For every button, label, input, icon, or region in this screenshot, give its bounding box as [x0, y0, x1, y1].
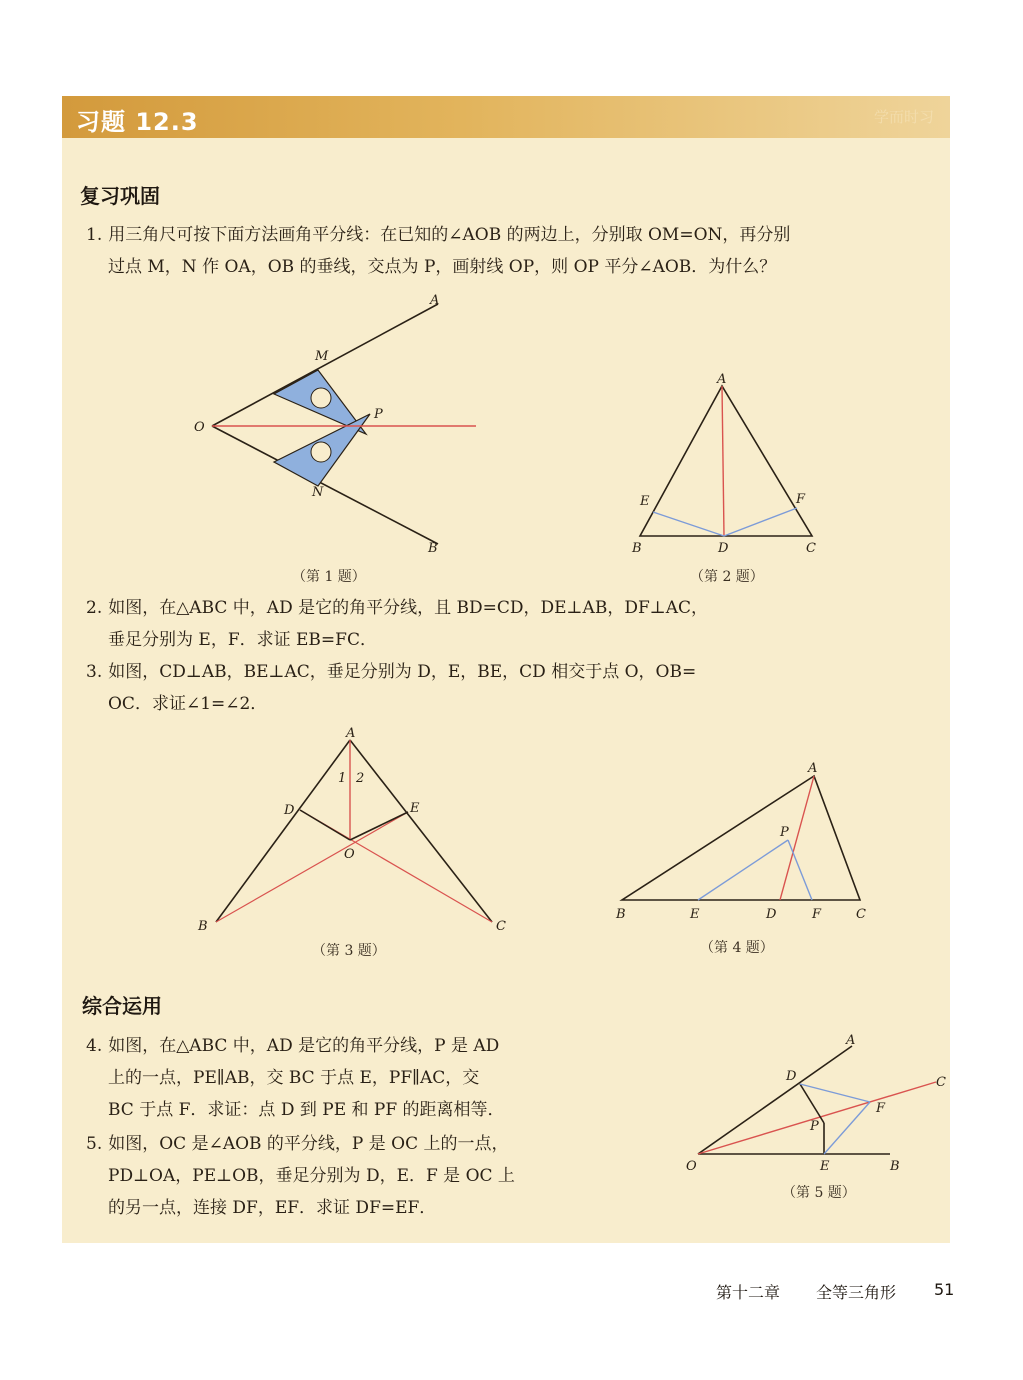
- label-P: P: [780, 825, 789, 840]
- triangle-ABC: [640, 386, 812, 536]
- problem-line: PD⊥OA，PE⊥OB，垂足分别为 D，E．F 是 OC 上: [108, 1166, 515, 1186]
- ruler-hole-bottom: [311, 442, 331, 462]
- label-E: E: [410, 801, 420, 816]
- segment-EF: [824, 1102, 870, 1154]
- problem-line: 如图，在△ABC 中，AD 是它的角平分线，P 是 AD: [108, 1036, 500, 1056]
- label-angle-2: 2: [356, 771, 365, 786]
- problem-line: 用三角尺可按下面方法画角平分线：在已知的∠AOB 的两边上，分别取 OM=ON，再分别: [108, 225, 791, 245]
- problem-line: OC．求证∠1=∠2．: [108, 694, 268, 714]
- label-D: D: [786, 1069, 797, 1084]
- problem-number: 4.: [86, 1036, 103, 1056]
- label-F: F: [796, 492, 806, 507]
- label-B: B: [428, 541, 438, 556]
- page-number: 51: [934, 1280, 955, 1299]
- caption-figure-1: （第 1 题）: [292, 569, 366, 585]
- label-E: E: [820, 1159, 830, 1174]
- label-P: P: [374, 407, 383, 422]
- footer-chapter: 第十二章: [716, 1283, 781, 1302]
- section-comprehensive-title: 综合运用: [82, 994, 162, 1018]
- segment-EO: [350, 812, 408, 840]
- triangle-ABC: [622, 776, 860, 900]
- label-O: O: [686, 1159, 697, 1174]
- figure-3: [190, 726, 520, 936]
- exercise-header: [62, 96, 950, 138]
- problem-line: 如图，CD⊥AB，BE⊥AC，垂足分别为 D，E，BE，CD 相交于点 O，OB=: [108, 662, 697, 682]
- segment-PE: [698, 840, 788, 900]
- figure-1: [180, 290, 500, 560]
- problem-line: 垂足分别为 E，F．求证 EB=FC．: [108, 630, 377, 650]
- label-B: B: [616, 907, 626, 922]
- problem-1: [86, 219, 946, 283]
- figure-2: [620, 370, 840, 560]
- figure-4: [610, 760, 880, 930]
- caption-figure-2: （第 2 题）: [690, 569, 764, 585]
- label-P: P: [810, 1119, 819, 1134]
- problem-number: 1.: [86, 225, 103, 245]
- problem-line: 的另一点，连接 DF，EF．求证 DF=EF．: [108, 1198, 437, 1218]
- segment-DF: [800, 1084, 870, 1102]
- label-D: D: [718, 541, 729, 556]
- problem-line: 如图，OC 是∠AOB 的平分线，P 是 OC 上的一点，: [108, 1134, 509, 1154]
- segment-DE: [653, 512, 724, 536]
- label-A: A: [846, 1033, 856, 1048]
- label-B: B: [198, 919, 208, 934]
- section-review-title: 复习巩固: [80, 184, 160, 208]
- figure-5: [680, 1030, 960, 1180]
- segment-AC: [350, 740, 492, 922]
- label-A: A: [717, 372, 727, 387]
- label-O: O: [344, 847, 355, 862]
- problem-3: [86, 656, 946, 720]
- label-E: E: [690, 907, 700, 922]
- problem-line: 上的一点，PE∥AB，交 BC 于点 E，PF∥AC，交: [108, 1068, 480, 1088]
- label-angle-1: 1: [338, 771, 347, 786]
- label-F: F: [876, 1101, 886, 1116]
- label-C: C: [496, 919, 506, 934]
- label-D: D: [766, 907, 777, 922]
- ray-OC: [698, 1082, 936, 1154]
- problem-number: 5.: [86, 1134, 103, 1154]
- label-D: D: [284, 803, 295, 818]
- segment-AB: [216, 740, 350, 922]
- problem-number: 3.: [86, 662, 103, 682]
- label-C: C: [806, 541, 816, 556]
- label-C: C: [936, 1075, 946, 1090]
- label-A: A: [808, 761, 818, 776]
- segment-DF: [724, 508, 797, 536]
- caption-figure-4: （第 4 题）: [700, 940, 774, 956]
- header-ghost-text: 学而时习: [873, 108, 934, 126]
- label-A: A: [346, 726, 356, 741]
- caption-figure-3: （第 3 题）: [312, 943, 386, 959]
- problem-2: [86, 592, 946, 656]
- problem-line: BC 于点 F．求证：点 D 到 PE 和 PF 的距离相等．: [108, 1100, 505, 1120]
- problem-4: [86, 1030, 686, 1126]
- ruler-hole-top: [311, 388, 331, 408]
- segment-DO: [300, 810, 350, 840]
- label-N: N: [312, 485, 324, 500]
- problem-line: 如图，在△ABC 中，AD 是它的角平分线，且 BD=CD，DE⊥AB，DF⊥AC，: [108, 598, 709, 618]
- label-A: A: [430, 293, 440, 308]
- problem-number: 2.: [86, 598, 103, 618]
- problem-5: [86, 1128, 686, 1224]
- segment-PF: [788, 840, 812, 900]
- exercise-title: 习题 12.3: [76, 108, 199, 136]
- label-E: E: [640, 494, 650, 509]
- label-B: B: [632, 541, 642, 556]
- label-O: O: [194, 420, 205, 435]
- caption-figure-5: （第 5 题）: [782, 1185, 856, 1201]
- label-C: C: [856, 907, 866, 922]
- label-B: B: [890, 1159, 900, 1174]
- problem-line: 过点 M，N 作 OA，OB 的垂线，交点为 P，画射线 OP，则 OP 平分∠AOB．为什么？: [108, 257, 777, 277]
- label-F: F: [812, 907, 822, 922]
- label-M: M: [315, 349, 329, 364]
- ray-OA: [698, 1046, 852, 1154]
- segment-AD: [722, 386, 724, 536]
- footer-chapter-title: 全等三角形: [816, 1283, 897, 1302]
- segment-BE: [216, 812, 408, 922]
